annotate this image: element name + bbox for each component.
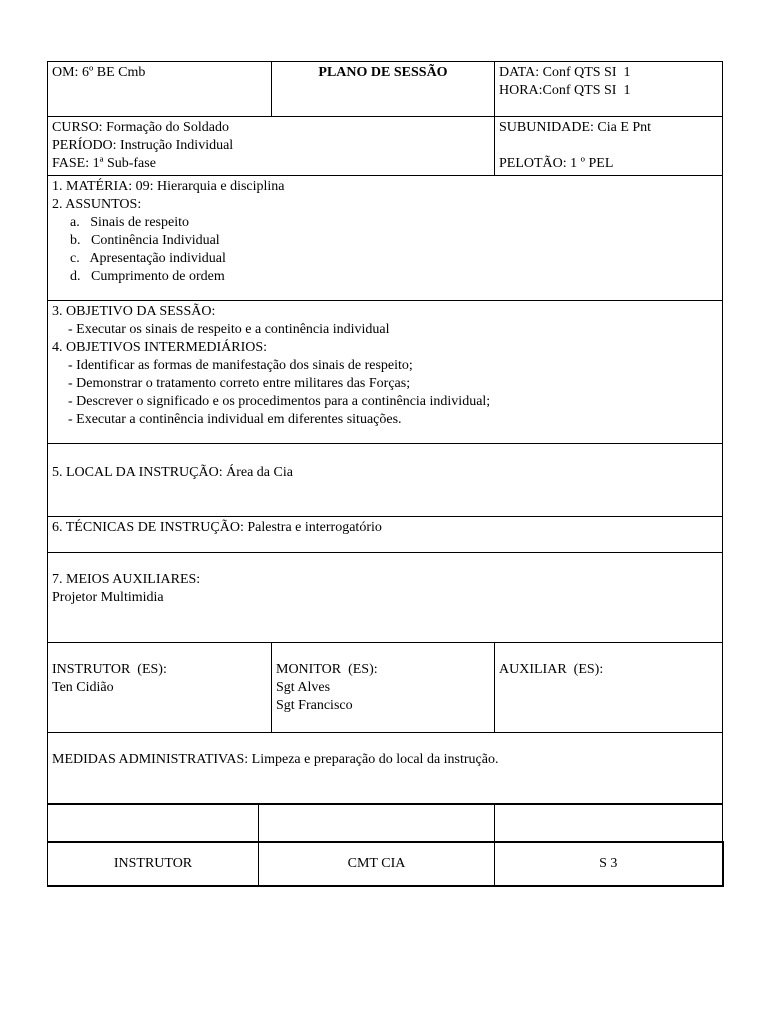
auxiliar-label: AUXILIAR (ES): [499, 662, 604, 677]
monitor-name: Sgt Alves [276, 680, 331, 695]
session-plan-document [47, 61, 722, 887]
subunit-cell [495, 117, 723, 176]
local-text: 5. LOCAL DA INSTRUÇÃO: Área da Cia [52, 465, 293, 480]
objetivo-text: - Executar os sinais de respeito e a continência individual [68, 322, 390, 337]
objetivo-intermediario-item: - Demonstrar o tratamento correto entre militares das Forças; [68, 376, 411, 391]
spacer-line [499, 137, 718, 155]
instrutor-label: INSTRUTOR (ES): [52, 662, 167, 677]
objetivos-cell [48, 301, 723, 444]
local-row [48, 444, 723, 517]
om-cell [48, 62, 272, 117]
data-text: DATA: Conf QTS SI 1 [499, 65, 631, 80]
meios-row [48, 553, 723, 643]
date-time-cell [495, 62, 723, 117]
local-cell [48, 444, 723, 517]
materia-text: 1. MATÉRIA: 09: Hierarquia e disciplina [52, 179, 285, 194]
s3-signature-label: S 3 [495, 842, 723, 886]
objetivo-intermediario-item: - Descrever o significado e os procedimentos para a continência individual; [68, 394, 491, 409]
assunto-item: c. Apresentação individual [70, 251, 226, 266]
fase-text: FASE: 1ª Sub-fase [52, 156, 156, 171]
signature-table [47, 804, 724, 887]
cmt-cia-signature-label: CMT CIA [259, 842, 495, 886]
objetivo-title: 3. OBJETIVO DA SESSÃO: [52, 304, 216, 319]
signature-label-row [48, 842, 723, 886]
monitor-name: Sgt Francisco [276, 698, 353, 713]
medidas-text: MEDIDAS ADMINISTRATIVAS: Limpeza e preparação do local da instrução. [52, 752, 499, 767]
meios-cell [48, 553, 723, 643]
subunidade-text: SUBUNIDADE: Cia E Pnt [499, 120, 652, 135]
medidas-row [48, 733, 723, 804]
document-title: PLANO DE SESSÃO [318, 65, 448, 80]
monitor-cell [272, 643, 495, 733]
curso-text: CURSO: Formação do Soldado [52, 120, 229, 135]
objetivos-row [48, 301, 723, 444]
materia-cell [48, 176, 723, 301]
pelotao-text: PELOTÃO: 1 º PEL [499, 156, 614, 171]
objetivos-intermediarios-title: 4. OBJETIVOS INTERMEDIÁRIOS: [52, 340, 268, 355]
course-row [48, 117, 723, 176]
instrutor-cell [48, 643, 272, 733]
meios-title: 7. MEIOS AUXILIARES: [52, 572, 201, 587]
instrutor-signature-space [48, 805, 259, 843]
materia-row [48, 176, 723, 301]
monitor-label: MONITOR (ES): [276, 662, 378, 677]
cmt-cia-signature-space [259, 805, 495, 843]
instrutor-signature-label: INSTRUTOR [48, 842, 259, 886]
session-plan-table [47, 61, 723, 804]
header-row [48, 62, 723, 117]
om-text: OM: 6º BE Cmb [52, 65, 146, 80]
assunto-item: b. Continência Individual [70, 233, 220, 248]
staff-row [48, 643, 723, 733]
s3-signature-space [495, 805, 723, 843]
assunto-item: a. Sinais de respeito [70, 215, 189, 230]
title-cell [272, 62, 495, 117]
signature-space-row [48, 805, 723, 843]
assunto-item: d. Cumprimento de ordem [70, 269, 225, 284]
course-cell [48, 117, 495, 176]
periodo-text: PERÍODO: Instrução Individual [52, 138, 234, 153]
objetivo-intermediario-item: - Identificar as formas de manifestação dos sinais de respeito; [68, 358, 413, 373]
hora-text: HORA:Conf QTS SI 1 [499, 83, 631, 98]
assuntos-title: 2. ASSUNTOS: [52, 197, 142, 212]
meios-value: Projetor Multimidia [52, 590, 164, 605]
tecnicas-cell [48, 517, 723, 553]
auxiliar-cell [495, 643, 723, 733]
instrutor-name: Ten Cidião [52, 680, 114, 695]
tecnicas-row [48, 517, 723, 553]
medidas-cell [48, 733, 723, 804]
objetivo-intermediario-item: - Executar a continência individual em diferentes situações. [68, 412, 402, 427]
tecnicas-text: 6. TÉCNICAS DE INSTRUÇÃO: Palestra e interrogatório [52, 520, 382, 535]
